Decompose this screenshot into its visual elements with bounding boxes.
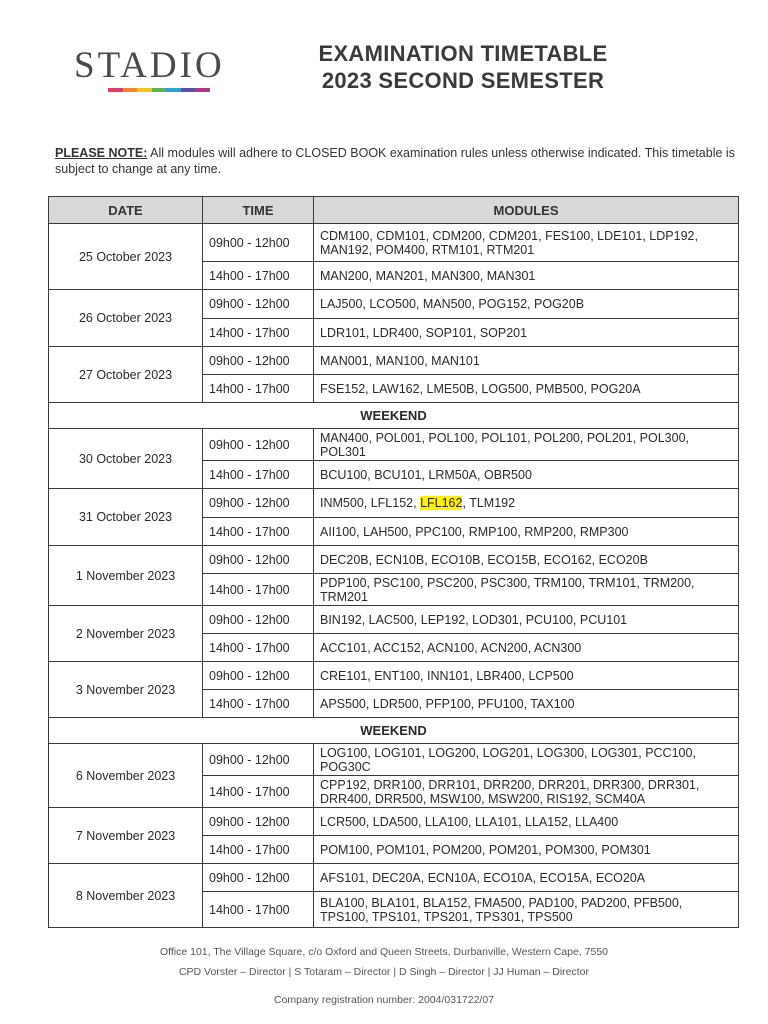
exam-modules: AII100, LAH500, PPC100, RMP100, RMP200, RMP300 — [314, 518, 739, 546]
exam-time: 14h00 - 17h00 — [203, 375, 314, 403]
footer-directors: CPD Vorster – Director | S Totaram – Director | D Singh – Director | JJ Human – Director — [178, 966, 590, 978]
logo-bar-segment — [152, 88, 167, 92]
logo-bar-segment — [108, 88, 123, 92]
logo-bar-segment — [123, 88, 138, 92]
exam-modules: APS500, LDR500, PFP100, PFU100, TAX100 — [314, 690, 739, 718]
exam-time: 09h00 - 12h00 — [203, 347, 314, 375]
logo-text: STADIO — [74, 45, 225, 86]
exam-modules: ACC101, ACC152, ACN100, ACN200, ACN300 — [314, 634, 739, 662]
timetable — [48, 196, 739, 928]
exam-time: 14h00 - 17h00 — [203, 262, 314, 290]
footer-registration: Company registration number: 2004/031722/07 — [273, 994, 495, 1006]
logo-bar-segment — [181, 88, 196, 92]
exam-date: 25 October 2023 — [49, 224, 203, 290]
exam-time: 14h00 - 17h00 — [203, 776, 314, 808]
exam-modules: MAN400, POL001, POL100, POL101, POL200, POL201, POL300, POL301 — [314, 429, 739, 461]
header-modules: MODULES — [314, 197, 739, 224]
weekend-label: WEEKEND — [49, 403, 739, 429]
exam-time: 09h00 - 12h00 — [203, 662, 314, 690]
exam-date: 7 November 2023 — [49, 808, 203, 864]
exam-time: 09h00 - 12h00 — [203, 606, 314, 634]
exam-modules: DEC20B, ECN10B, ECO10B, ECO15B, ECO162, ECO20B — [314, 546, 739, 574]
exam-modules: BCU100, BCU101, LRM50A, OBR500 — [314, 461, 739, 489]
exam-time: 14h00 - 17h00 — [203, 574, 314, 606]
exam-time: 09h00 - 12h00 — [203, 224, 314, 262]
exam-date: 3 November 2023 — [49, 662, 203, 718]
exam-modules: CRE101, ENT100, INN101, LBR400, LCP500 — [314, 662, 739, 690]
weekend-label: WEEKEND — [49, 718, 739, 744]
logo-color-bar — [108, 88, 210, 92]
exam-modules: LCR500, LDA500, LLA100, LLA101, LLA152, LLA400 — [314, 808, 739, 836]
exam-date: 8 November 2023 — [49, 864, 203, 928]
exam-time: 14h00 - 17h00 — [203, 319, 314, 347]
table-row — [49, 347, 739, 375]
logo-bar-segment — [137, 88, 152, 92]
exam-modules: CDM100, CDM101, CDM200, CDM201, FES100, LDE101, LDP192, MAN192, POM400, RTM101, RTM201 — [314, 224, 739, 262]
exam-time: 09h00 - 12h00 — [203, 808, 314, 836]
exam-time: 14h00 - 17h00 — [203, 892, 314, 928]
header-date: DATE — [49, 197, 203, 224]
table-header-row — [49, 197, 739, 224]
table-row — [49, 662, 739, 690]
exam-date: 26 October 2023 — [49, 290, 203, 347]
title-line-1: EXAMINATION TIMETABLE — [318, 41, 608, 66]
exam-time: 14h00 - 17h00 — [203, 518, 314, 546]
header-time: TIME — [203, 197, 314, 224]
exam-time: 14h00 - 17h00 — [203, 836, 314, 864]
exam-modules: AFS101, DEC20A, ECN10A, ECO10A, ECO15A, ECO20A — [314, 864, 739, 892]
table-row — [49, 489, 739, 518]
exam-time: 14h00 - 17h00 — [203, 634, 314, 662]
exam-time: 09h00 - 12h00 — [203, 546, 314, 574]
table-row — [49, 744, 739, 776]
stadio-logo — [74, 44, 246, 88]
exam-time: 09h00 - 12h00 — [203, 290, 314, 319]
page-title — [270, 40, 656, 94]
note-text: All modules will adhere to CLOSED BOOK examination rules unless otherwise indicated. This timetable is subject to change at any time. — [55, 146, 735, 176]
logo-bar-segment — [195, 88, 210, 92]
logo-bar-segment — [166, 88, 181, 92]
exam-date: 30 October 2023 — [49, 429, 203, 489]
exam-time: 09h00 - 12h00 — [203, 489, 314, 518]
table-row — [49, 864, 739, 892]
exam-modules: MAN200, MAN201, MAN300, MAN301 — [314, 262, 739, 290]
timetable-body — [49, 224, 739, 928]
weekend-row — [49, 403, 739, 429]
exam-date: 31 October 2023 — [49, 489, 203, 546]
please-note — [55, 145, 735, 177]
table-row — [49, 606, 739, 634]
exam-time: 09h00 - 12h00 — [203, 864, 314, 892]
exam-modules: PDP100, PSC100, PSC200, PSC300, TRM100, TRM101, TRM200, TRM201 — [314, 574, 739, 606]
exam-date: 2 November 2023 — [49, 606, 203, 662]
exam-date: 6 November 2023 — [49, 744, 203, 808]
exam-modules: LOG100, LOG101, LOG200, LOG201, LOG300, LOG301, PCC100, POG30C — [314, 744, 739, 776]
note-label: PLEASE NOTE: — [55, 146, 148, 160]
table-row — [49, 224, 739, 262]
exam-date: 27 October 2023 — [49, 347, 203, 403]
exam-modules: LAJ500, LCO500, MAN500, POG152, POG20B — [314, 290, 739, 319]
exam-modules: CPP192, DRR100, DRR101, DRR200, DRR201, DRR300, DRR301, DRR400, DRR500, MSW100, MSW200, RIS192, SCM40A — [314, 776, 739, 808]
exam-modules: MAN001, MAN100, MAN101 — [314, 347, 739, 375]
exam-date: 1 November 2023 — [49, 546, 203, 606]
modules-text: INM500, LFL152, — [320, 496, 421, 510]
exam-modules: POM100, POM101, POM200, POM201, POM300, POM301 — [314, 836, 739, 864]
exam-modules: FSE152, LAW162, LME50B, LOG500, PMB500, POG20A — [314, 375, 739, 403]
table-row — [49, 546, 739, 574]
exam-modules: LDR101, LDR400, SOP101, SOP201 — [314, 319, 739, 347]
weekend-row — [49, 718, 739, 744]
footer-address: Office 101, The Village Square, c/o Oxford and Queen Streets, Durbanville, Western Cape, 7550 — [159, 946, 609, 958]
exam-time: 09h00 - 12h00 — [203, 744, 314, 776]
table-row — [49, 808, 739, 836]
exam-time: 09h00 - 12h00 — [203, 429, 314, 461]
exam-modules: BLA100, BLA101, BLA152, FMA500, PAD100, PAD200, PFB500, TPS100, TPS101, TPS201, TPS301, TPS500 — [314, 892, 739, 928]
table-row — [49, 290, 739, 319]
exam-time: 14h00 - 17h00 — [203, 690, 314, 718]
exam-modules: BIN192, LAC500, LEP192, LOD301, PCU100, PCU101 — [314, 606, 739, 634]
exam-time: 14h00 - 17h00 — [203, 461, 314, 489]
table-row — [49, 429, 739, 461]
title-line-2: 2023 SECOND SEMESTER — [321, 68, 605, 93]
exam-modules — [314, 489, 739, 518]
highlighted-module: LFL162 — [420, 496, 463, 510]
modules-text: , TLM192 — [462, 496, 516, 510]
